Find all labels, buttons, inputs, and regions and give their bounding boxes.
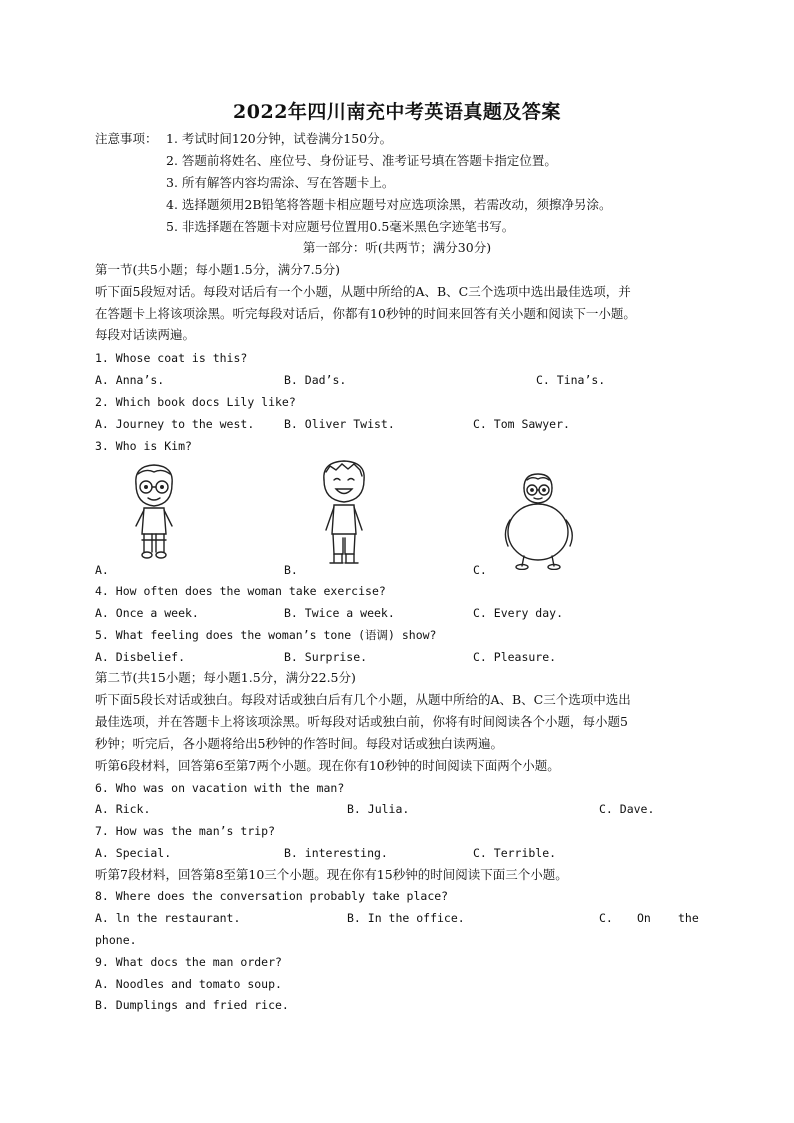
question-6-option-c: C. Dave.: [599, 802, 655, 816]
question-3-option-b: B.: [284, 563, 298, 577]
question-8-option-c: the: [678, 911, 699, 925]
boy-with-glasses-picture: [124, 460, 184, 565]
question-3-stem: 3. Who is Kim?: [95, 439, 192, 453]
question-6-option-a: A. Rick.: [95, 802, 151, 816]
question-8-option-a: A. ln the restaurant.: [95, 911, 241, 925]
notice-item: 1. 考试时间120分钟，试卷满分150分。: [166, 131, 393, 146]
question-5-stem: 5. What feeling does the woman’s tone (语调) show?: [95, 628, 437, 642]
material-7-instruction: 听第7段材料，回答第8至第10三个小题。现在你有15秒钟的时间阅读下面三个小题。: [95, 867, 568, 882]
question-4-option-c: C. Every day.: [473, 606, 564, 620]
question-4-option-b: B. Twice a week.: [284, 606, 395, 620]
question-7-option-b: B. interesting.: [284, 846, 388, 860]
question-1-option-c: C. Tina’s.: [536, 373, 606, 387]
question-2-stem: 2. Which book docs Lily like?: [95, 395, 296, 409]
question-4-option-a: A. Once a week.: [95, 606, 199, 620]
material-6-instruction: 听第6段材料，回答第6至第7两个小题。现在你有10秒钟的时间阅读下面两个小题。: [95, 758, 560, 773]
question-3-option-c: C.: [473, 563, 487, 577]
part1-heading: 第一部分：听(共两节；满分30分): [302, 240, 492, 255]
page-title: 2022年四川南充中考英语真题及答案: [233, 101, 561, 123]
section1-instruction: 每段对话读两遍。: [95, 327, 196, 342]
question-8-option-b: B. In the office.: [347, 911, 465, 925]
question-2-option-b: B. Oliver Twist.: [284, 417, 395, 431]
question-5-option-a: A. Disbelief.: [95, 650, 186, 664]
question-8-stem: 8. Where does the conversation probably take place?: [95, 889, 449, 903]
question-9-option-b: B. Dumplings and fried rice.: [95, 998, 289, 1012]
section2-instruction: 最佳选项，并在答题卡上将该项涂黑。听每段对话或独白前，你将有时间阅读各个小题，每小题5: [95, 714, 628, 729]
section1-heading: 第一节(共5小题；每小题1.5分，满分7.5分): [95, 262, 340, 277]
section1-instruction: 在答题卡上将该项涂黑。听完每段对话后，你都有10秒钟的时间来回答有关小题和阅读下一小题。: [95, 306, 636, 321]
question-8-option-c: phone.: [95, 933, 137, 947]
question-1-option-a: A. Anna’s.: [95, 373, 165, 387]
question-9-option-a: A. Noodles and tomato soup.: [95, 977, 282, 991]
notice-item: 2. 答题前将姓名、座位号、身份证号、准考证号填在答题卡指定位置。: [166, 153, 557, 168]
question-2-option-a: A. Journey to the west.: [95, 417, 255, 431]
question-7-stem: 7. How was the man’s trip?: [95, 824, 276, 838]
smiling-boy-picture: [316, 458, 372, 568]
question-5-option-c: C. Pleasure.: [473, 650, 557, 664]
section2-instruction: 秒钟；听完后，各小题将给出5秒钟的作答时间。每段对话或独白读两遍。: [95, 736, 503, 751]
notice-item: 5. 非选择题在答题卡对应题号位置用0.5毫米黑色字迹笔书写。: [166, 219, 515, 234]
question-6-option-b: B. Julia.: [347, 802, 410, 816]
question-5-option-b: B. Surprise.: [284, 650, 368, 664]
section2-instruction: 听下面5段长对话或独白。每段对话或独白后有几个小题，从题中所给的A、B、C三个选项中选出: [95, 692, 631, 707]
question-1-stem: 1. Whose coat is this?: [95, 351, 248, 365]
question-6-stem: 6. Who was on vacation with the man?: [95, 781, 345, 795]
question-7-option-a: A. Special.: [95, 846, 172, 860]
question-2-option-c: C. Tom Sawyer.: [473, 417, 570, 431]
question-7-option-c: C. Terrible.: [473, 846, 557, 860]
question-3-option-a: A.: [95, 563, 109, 577]
chubby-boy-picture: [500, 470, 580, 570]
question-1-option-b: B. Dad’s.: [284, 373, 347, 387]
notice-label: 注意事项：: [95, 131, 158, 146]
question-8-option-c: On: [637, 911, 651, 925]
question-8-option-c: C.: [599, 911, 613, 925]
section2-heading: 第二节(共15小题；每小题1.5分，满分22.5分): [95, 670, 356, 685]
section1-instruction: 听下面5段短对话。每段对话后有一个小题，从题中所给的A、B、C三个选项中选出最佳选项，并: [95, 284, 631, 299]
notice-item: 4. 选择题须用2B铅笔将答题卡相应题号对应选项涂黑，若需改动，须擦净另涂。: [166, 197, 612, 212]
question-9-stem: 9. What docs the man order?: [95, 955, 282, 969]
notice-item: 3. 所有解答内容均需涂、写在答题卡上。: [166, 175, 395, 190]
question-4-stem: 4. How often does the woman take exercise?: [95, 584, 386, 598]
